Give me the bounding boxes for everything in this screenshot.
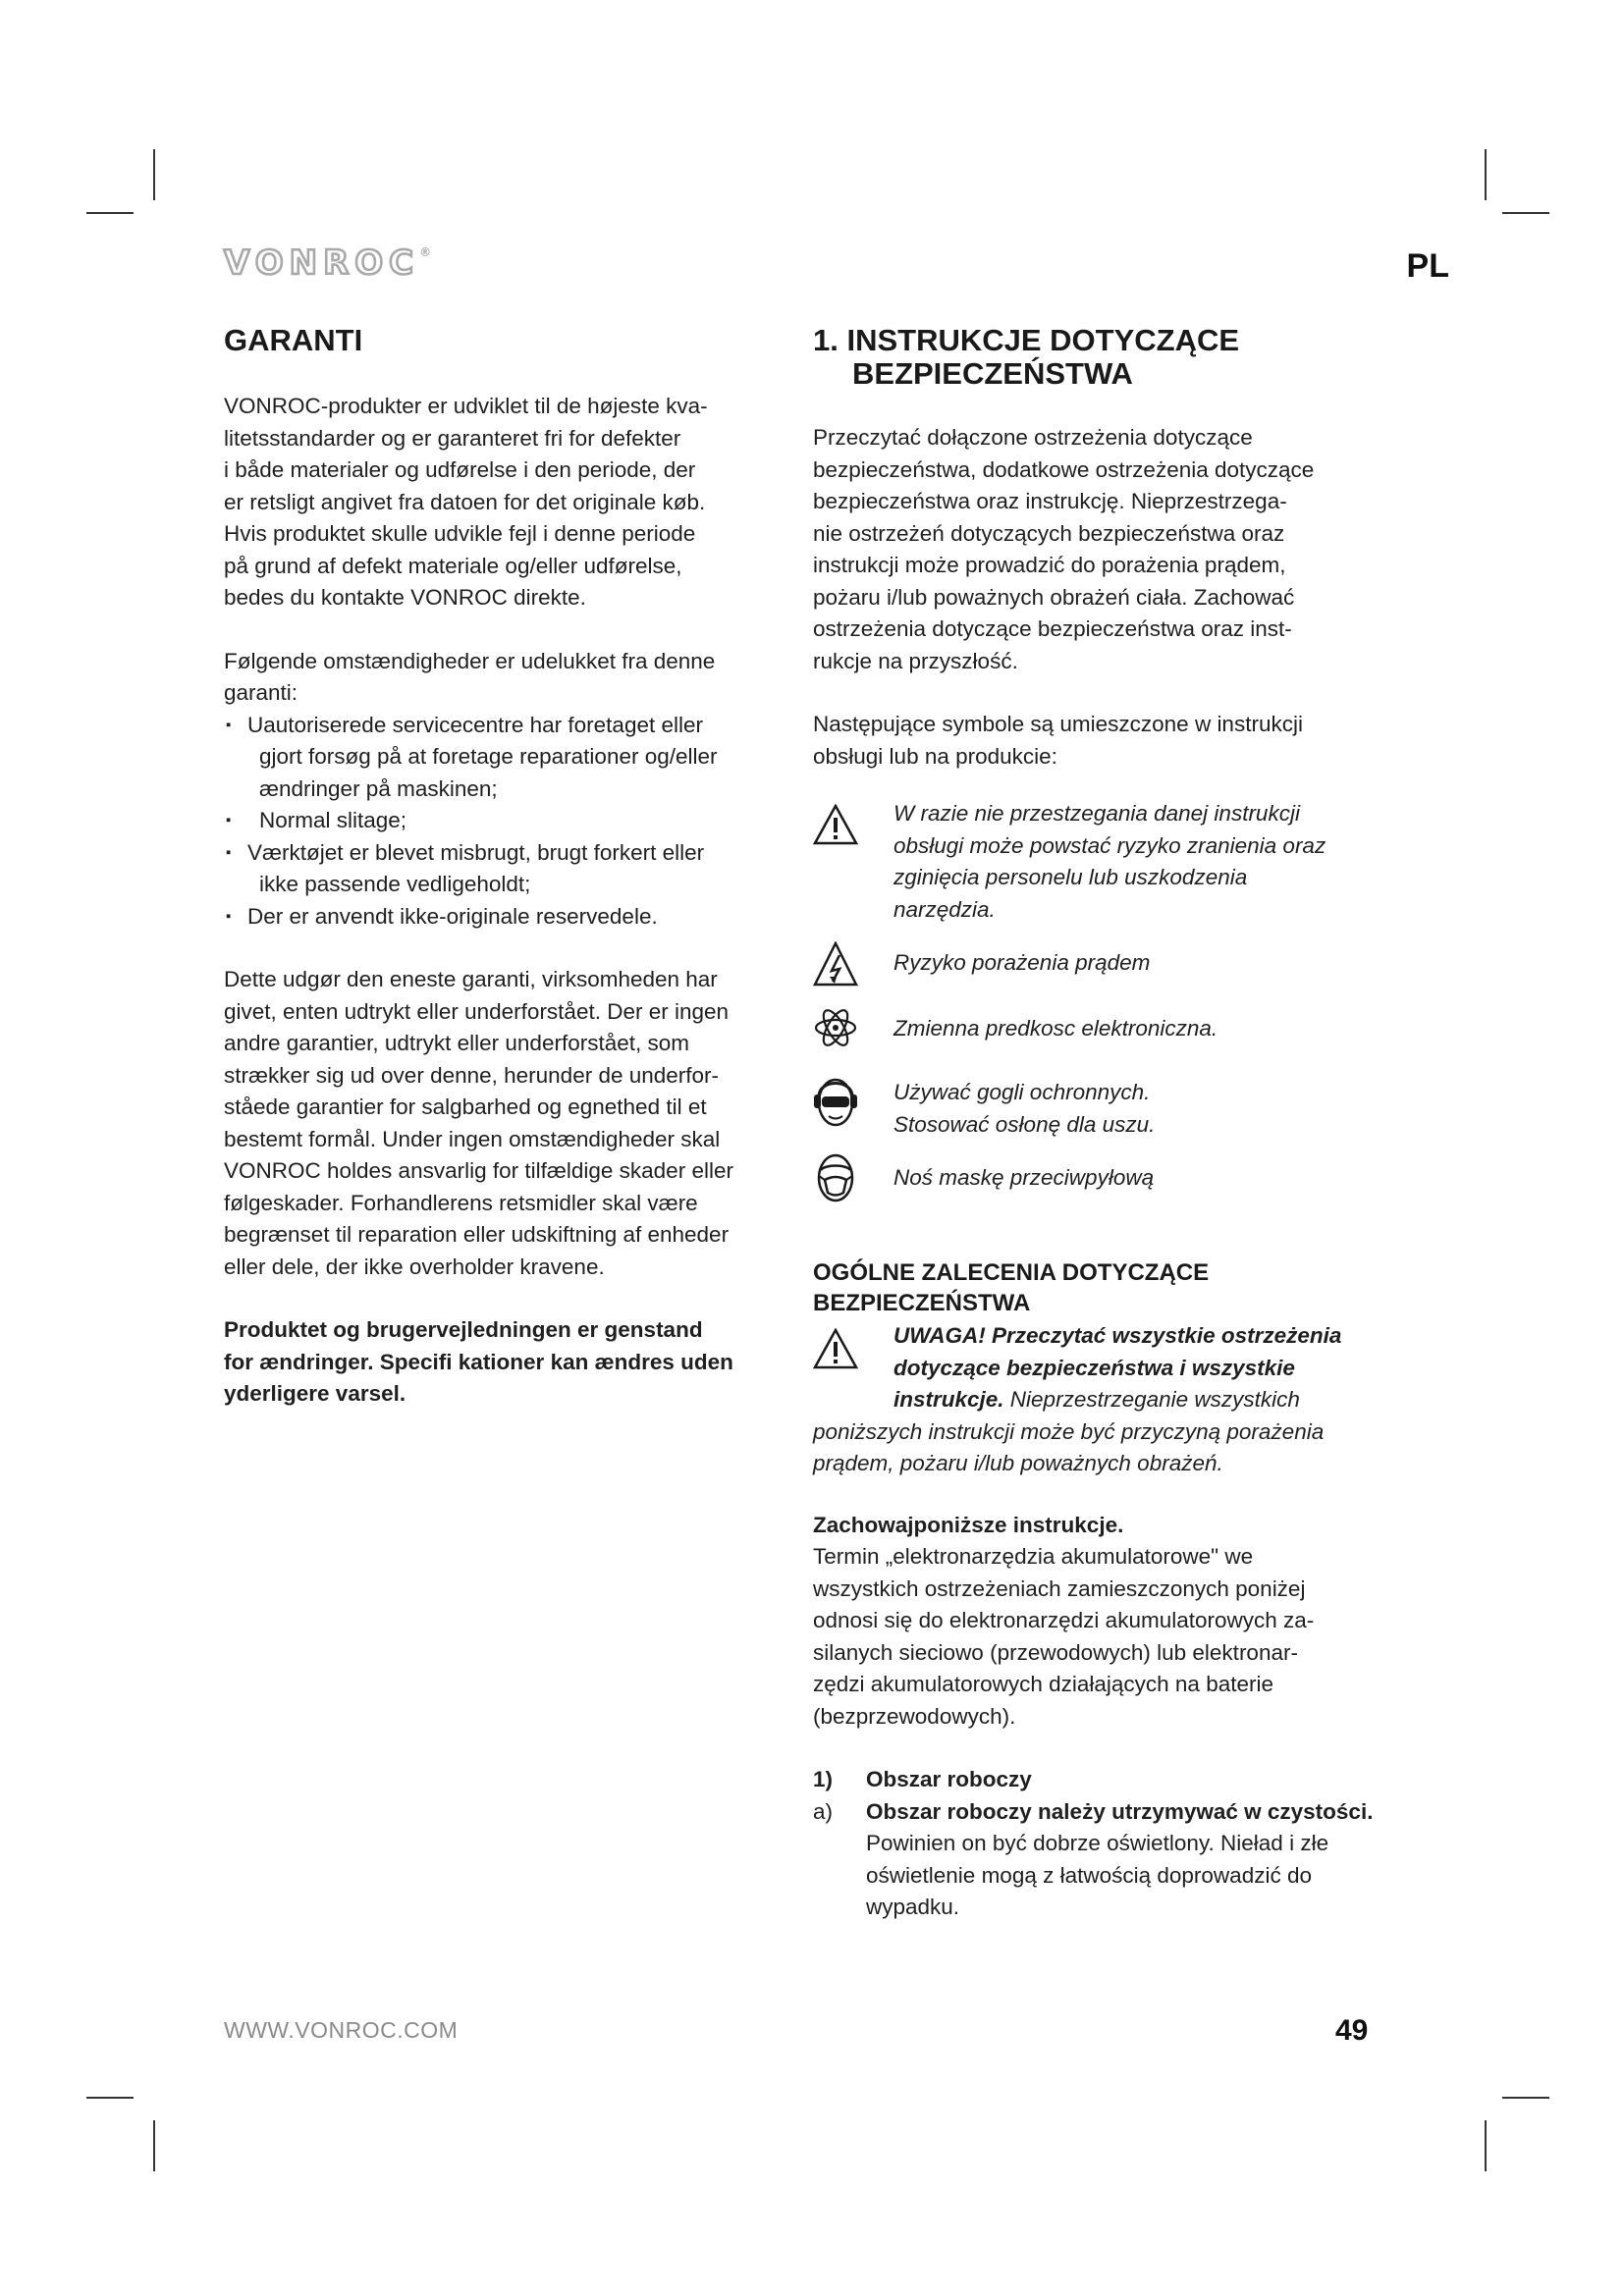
symbol-text: Ryzyko porażenia prądem	[893, 950, 1151, 975]
crop-mark	[86, 212, 134, 214]
warning-triangle-icon	[813, 1320, 864, 1374]
symbol-text: Używać gogli ochronnych. Stosować osłonę dla uszu.	[893, 1080, 1156, 1137]
symbol-text: W razie nie przestzegania danej instrukcji obsługi może powstać ryzyko zranienia oraz zginięcia personelu lub uszkodzenia narzędzia.	[893, 801, 1326, 922]
crop-mark	[1502, 2097, 1549, 2099]
crop-mark	[86, 2097, 134, 2099]
exclusions-intro: Følgende omstændigheder er udelukket fra denne garanti:	[224, 648, 716, 705]
power-tool-definition: Termin „elektronarzędzia akumulatorowe" we wszystkich ostrzeżeniach zamieszczonych poniżej odnosi się do elektronarzędzi akumulatorowych za- silanych sieciowo (przewodowych) lub elektronar- zędzi akumulatorowych działających na baterie (bezprzewodowych).	[813, 1544, 1315, 1729]
caution-text-cont: poniższych instrukcji może być przyczyną porażenia prądem, pożaru i/lub poważnych obrażeń.	[813, 1418, 1325, 1475]
list-item: ▪ Uautoriserede servicecentre har foretaget eller gjort forsøg på at foretage reparationer og/eller ændringer på maskinen;	[224, 710, 784, 806]
exclusions-list	[224, 710, 784, 934]
right-column	[813, 324, 1402, 1924]
footer-url: WWW.VONROC.COM	[224, 2017, 459, 2043]
left-column	[224, 324, 784, 1411]
safety-heading: 1. INSTRUKCJE DOTYCZĄCE BEZPIECZEŃSTWA	[813, 323, 1240, 391]
dust-mask-icon	[813, 1162, 864, 1210]
language-code: PL	[1406, 247, 1449, 285]
change-notice: Produktet og brugervejledningen er genstand for ændringer. Specifi kationer kan ændres uden yderligere varsel.	[224, 1317, 733, 1406]
symbol-text: Noś maskę przeciwpyłową	[893, 1165, 1155, 1190]
list-item: ▪ Værktøjet er blevet misbrugt, brugt forkert eller ikke passende vedligeholdt;	[224, 837, 784, 901]
rule-a: a) Obszar roboczy należy utrzymywać w czystości. Powinien on być dobrze oświetlony. Nieład i złe oświetlenie mogą z łatwością doprowadzić do wypadku.	[813, 1798, 1374, 1919]
crop-mark	[153, 2120, 155, 2171]
symbol-row-protection	[813, 1077, 1402, 1141]
brand-logo: VONROC®	[224, 243, 432, 283]
symbol-row-speed	[813, 1013, 1402, 1055]
atom-icon	[813, 1013, 864, 1055]
symbols-intro: Następujące symbole są umieszczone w instrukcji obsługi lub na produkcie:	[813, 712, 1303, 769]
goggles-earmuffs-icon	[813, 1077, 864, 1135]
warning-triangle-icon	[813, 798, 864, 850]
caution-row	[813, 1320, 1402, 1416]
list-item: ▪ Der er anvendt ikke-originale reservedele.	[224, 901, 784, 934]
crop-mark	[1502, 212, 1549, 214]
warranty-heading: GARANTI	[224, 323, 363, 357]
warranty-disclaimer: Dette udgør den eneste garanti, virksomheden har givet, enten udtrykt eller underforstået. Der er ingen andre garantier, udtrykt eller underforstået, som strækker sig ud over denne, herunder de underfor- ståede garantier for salgbarhed og egnethed til et bestemt formål. Under ingen omstændigheder skal VONROC holdes ansvarlig for tilfældige skader eller følgeskader. Forhandlerens retsmidler skal være begrænset til reparation eller udskiftning af enheder eller dele, der ikke overholder kravene.	[224, 967, 733, 1279]
electric-shock-icon	[813, 947, 864, 991]
page-number: 49	[1335, 2014, 1369, 2047]
section-work-area: 1) Obszar roboczy	[813, 1767, 1032, 1791]
symbol-row-mask	[813, 1162, 1402, 1210]
safety-intro: Przeczytać dołączone ostrzeżenia dotyczące bezpieczeństwa, dodatkowe ostrzeżenia dotyczące bezpieczeństwa oraz instrukcję. Nieprzestrzega- nie ostrzeżeń dotyczących bezpieczeństwa oraz instrukcji może prowadzić do porażenia prądem, pożaru i/lub poważnych obrażeń ciała. Zachować ostrzeżenia dotyczące bezpieczeństwa oraz inst- rukcje na przyszłość.	[813, 425, 1315, 673]
symbol-row-warning	[813, 798, 1402, 926]
keep-instructions-heading: Zachowajponiższe instrukcje.	[813, 1512, 1124, 1537]
warranty-intro: VONROC-produkter er udviklet til de højeste kva- litetsstandarder og er garanteret fri for defekter i både materialer og udførelse i den periode, der er retsligt angivet fra datoen for det originale køb. Hvis produktet skulle udvikle fejl i denne periode på grund af defekt materiale og/eller udførelse, bedes du kontakte VONROC direkte.	[224, 394, 708, 610]
crop-mark	[153, 149, 155, 200]
general-safety-heading: OGÓLNE ZALECENIA DOTYCZĄCE BEZPIECZEŃSTWA	[813, 1259, 1210, 1316]
caution-text: UWAGA! Przeczytać wszystkie ostrzeżenia dotyczące bezpieczeństwa i wszystkie instrukcje. Nieprzestrzeganie wszystkich	[893, 1323, 1342, 1412]
symbol-row-shock	[813, 947, 1402, 991]
crop-mark	[1485, 2120, 1487, 2171]
symbol-text: Zmienna predkosc elektroniczna.	[893, 1016, 1218, 1041]
crop-mark	[1485, 149, 1487, 200]
list-item: ▪ Normal slitage;	[224, 805, 784, 837]
